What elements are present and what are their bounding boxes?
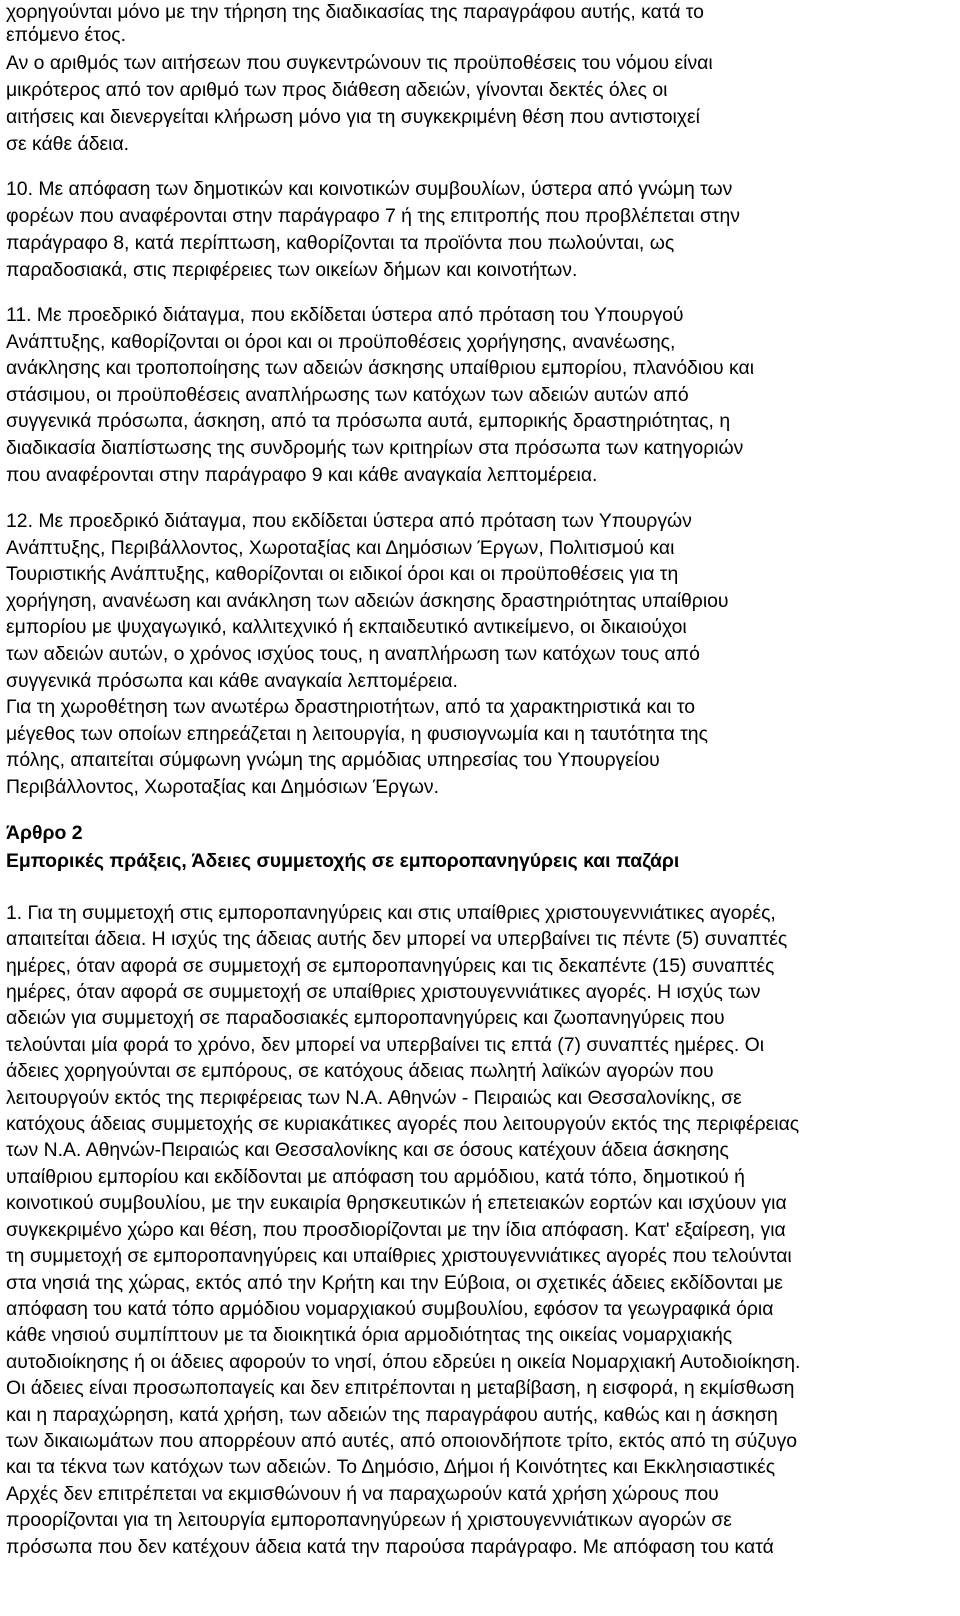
paragraph-line: στα νησιά της χώρας, εκτός από την Κρήτη και την Εύβοια, οι σχετικές άδειες εκδίδονται με <box>6 1272 783 1294</box>
paragraph-line: χορήγηση, ανανέωση και ανάκληση των αδειών άσκησης δραστηριότητας υπαίθριου <box>6 590 729 612</box>
paragraph-line: παραδοσιακά, στις περιφέρειες των οικείων δήμων και κοινοτήτων. <box>6 259 578 281</box>
paragraph-line: μικρότερος από τον αριθμό των προς διάθεση αδειών, γίνονται δεκτές όλες οι <box>6 79 668 101</box>
paragraph-line: Οι άδειες είναι προσωποπαγείς και δεν επιτρέπονται η μεταβίβαση, η εισφορά, η εκμίσθωση <box>6 1377 795 1399</box>
paragraph-line: Τουριστικής Ανάπτυξης, καθορίζονται οι ειδικοί όροι και οι προϋποθέσεις για τη <box>6 563 679 585</box>
article-heading-line: Εμπορικές πράξεις, Άδειες συμμετοχής σε εμποροπανηγύρεις και παζάρι <box>6 850 680 872</box>
paragraph-line: εμπορίου με ψυχαγωγικό, καλλιτεχνικό ή εκπαιδευτικό αντικείμενο, οι δικαιούχοι <box>6 616 687 638</box>
paragraph-line: πρόσωπα που δεν κατέχουν άδεια κατά την παρούσα παράγραφο. Με απόφαση του κατά <box>6 1536 774 1558</box>
paragraph-line: 10. Με απόφαση των δημοτικών και κοινοτικών συμβουλίων, ύστερα από γνώμη των <box>6 178 733 200</box>
paragraph-line: κοινοτικού συμβουλίου, με την ευκαιρία θρησκευτικών ή επετειακών εορτών και ισχύουν για <box>6 1192 787 1214</box>
paragraph-line: μέγεθος των οποίων επηρεάζεται η λειτουργία, η φυσιογνωμία και η ταυτότητα της <box>6 723 708 745</box>
paragraph-line: που αναφέρονται στην παράγραφο 9 και κάθε αναγκαία λεπτομέρεια. <box>6 464 598 486</box>
paragraph-line: Ανάπτυξης, Περιβάλλοντος, Χωροταξίας και Δημόσιων Έργων, Πολιτισμού και <box>6 537 675 559</box>
paragraph-line: τη συμμετοχή σε εμποροπανηγύρεις και υπαίθριες χριστουγεννιάτικες αγορές που τελούνται <box>6 1245 792 1267</box>
paragraph-line: ανάκλησης και τροποποίησης των αδειών άσκησης υπαίθριου εμπορίου, πλανόδιου και <box>6 357 754 379</box>
paragraph-line: ημέρες, όταν αφορά σε συμμετοχή σε υπαίθριες χριστουγεννιάτικες αγορές. Η ισχύς των <box>6 981 761 1003</box>
paragraph-line: 1. Για τη συμμετοχή στις εμποροπανηγύρεις και στις υπαίθριες χριστουγεννιάτικες αγορές, <box>6 902 776 924</box>
paragraph-line: των δικαιωμάτων που απορρέουν από αυτές, από οποιονδήποτε τρίτο, εκτός από τη σύζυγο <box>6 1430 798 1452</box>
paragraph-line: συγγενικά πρόσωπα, άσκηση, από τα πρόσωπα αυτά, εμπορικής δραστηριότητας, η <box>6 410 731 432</box>
paragraph-line: απαιτείται άδεια. Η ισχύς της άδειας αυτής δεν μπορεί να υπερβαίνει τις πέντε (5) συναπτές <box>6 928 788 950</box>
paragraph-line: Ανάπτυξης, καθορίζονται οι όροι και οι προϋποθέσεις χορήγησης, ανανέωσης, <box>6 331 676 353</box>
paragraph-line: 11. Με προεδρικό διάταγμα, που εκδίδεται ύστερα από πρόταση του Υπουργού <box>6 304 684 326</box>
paragraph-line: 12. Με προεδρικό διάταγμα, που εκδίδεται ύστερα από πρόταση των Υπουργών <box>6 510 692 532</box>
paragraph-line: Αρχές δεν επιτρέπεται να εκμισθώνουν ή να παραχωρούν κατά χρήση χώρους που <box>6 1483 719 1505</box>
paragraph-line: πόλης, απαιτείται σύμφωνη γνώμη της αρμόδιας υπηρεσίας του Υπουργείου <box>6 749 660 771</box>
paragraph-line: και η παραχώρηση, κατά χρήση, των αδειών της παραγράφου αυτής, καθώς και η άσκηση <box>6 1404 778 1426</box>
paragraph-line: αιτήσεις και διενεργείται κλήρωση μόνο για τη συγκεκριμένη θέση που αντιστοιχεί <box>6 106 700 128</box>
paragraph-line: αυτοδιοίκησης ή οι άδειες αφορούν το νησί, όπου εδρεύει η οικεία Νομαρχιακή Αυτοδιοίκηση. <box>6 1351 801 1373</box>
paragraph-line: άδειες χορηγούνται σε εμπόρους, σε κατόχους άδειας πωλητή λαϊκών αγορών που <box>6 1060 714 1082</box>
paragraph-line: χορηγούνται μόνο με την τήρηση της διαδικασίας της παραγράφου αυτής, κατά το <box>6 1 704 23</box>
paragraph-line: κατόχους άδειας συμμετοχής σε κυριακάτικες αγορές που λειτουργούν εκτός της περιφέρειας <box>6 1113 800 1135</box>
paragraph-line: απόφαση του κατά τόπο αρμόδιου νομαρχιακού συμβουλίου, εφόσον τα γεωγραφικά όρια <box>6 1298 774 1320</box>
paragraph-line: υπαίθριου εμπορίου και εκδίδονται με απόφαση του αρμόδιου, κατά τόπο, δημοτικού ή <box>6 1166 745 1188</box>
paragraph-line: των αδειών αυτών, ο χρόνος ισχύος τους, η αναπλήρωση των κατόχων τους από <box>6 643 700 665</box>
paragraph-line: κάθε νησιού συμπίπτουν με τα διοικητικά όρια αρμοδιότητας της οικείας νομαρχιακής <box>6 1324 733 1346</box>
paragraph-line: συγκεκριμένο χώρο και θέση, που προσδιορίζονται με την ίδια απόφαση. Κατ' εξαίρεση, για <box>6 1219 786 1241</box>
paragraph-line: των Ν.Α. Αθηνών-Πειραιώς και Θεσσαλονίκης και σε όσους κατέχουν άδεια άσκησης <box>6 1139 729 1161</box>
paragraph-line: Περιβάλλοντος, Χωροταξίας και Δημόσιων Έργων. <box>6 776 439 798</box>
article-heading-line: Άρθρο 2 <box>6 822 83 844</box>
paragraph-line: Για τη χωροθέτηση των ανωτέρω δραστηριοτήτων, από τα χαρακτηριστικά και το <box>6 696 696 718</box>
paragraph-line: διαδικασία διαπίστωσης της συνδρομής των κριτηρίων στα πρόσωπα των κατηγοριών <box>6 437 744 459</box>
paragraph-line: συγγενικά πρόσωπα και κάθε αναγκαία λεπτομέρεια. <box>6 670 458 692</box>
paragraph-line: σε κάθε άδεια. <box>6 133 130 155</box>
paragraph-line: στάσιμου, οι προϋποθέσεις αναπλήρωσης των κατόχων των αδειών αυτών από <box>6 384 689 406</box>
paragraph-line: προορίζονται για τη λειτουργία εμποροπανηγύρεων ή χριστουγεννιάτικων αγορών σε <box>6 1509 732 1531</box>
paragraph-line: τελούνται μία φορά το χρόνο, δεν μπορεί να υπερβαίνει τις επτά (7) συναπτές ημέρες. Οι <box>6 1034 765 1056</box>
paragraph-line: επόμενο έτος. <box>6 24 127 46</box>
paragraph-line: φορέων που αναφέρονται στην παράγραφο 7 ή της επιτροπής που προβλέπεται στην <box>6 205 740 227</box>
paragraph-line: αδειών για συμμετοχή σε παραδοσιακές εμποροπανηγύρεις και ζωοπανηγύρεις που <box>6 1007 725 1029</box>
paragraph-line: και τα τέκνα των κατόχων των αδειών. Το Δημόσιο, Δήμοι ή Κοινότητες και Εκκλησιαστικές <box>6 1456 776 1478</box>
paragraph-line: ημέρες, όταν αφορά σε συμμετοχή σε εμποροπανηγύρεις και τις δεκαπέντε (15) συναπτές <box>6 955 775 977</box>
paragraph-line: λειτουργούν εκτός της περιφέρειας των Ν.Α. Αθηνών - Πειραιώς και Θεσσαλονίκης, σε <box>6 1087 742 1109</box>
paragraph-line: Αν ο αριθμός των αιτήσεων που συγκεντρώνουν τις προϋποθέσεις του νόμου είναι <box>6 52 713 74</box>
paragraph-line: παράγραφο 8, κατά περίπτωση, καθορίζονται τα προϊόντα που πωλούνται, ως <box>6 232 675 254</box>
